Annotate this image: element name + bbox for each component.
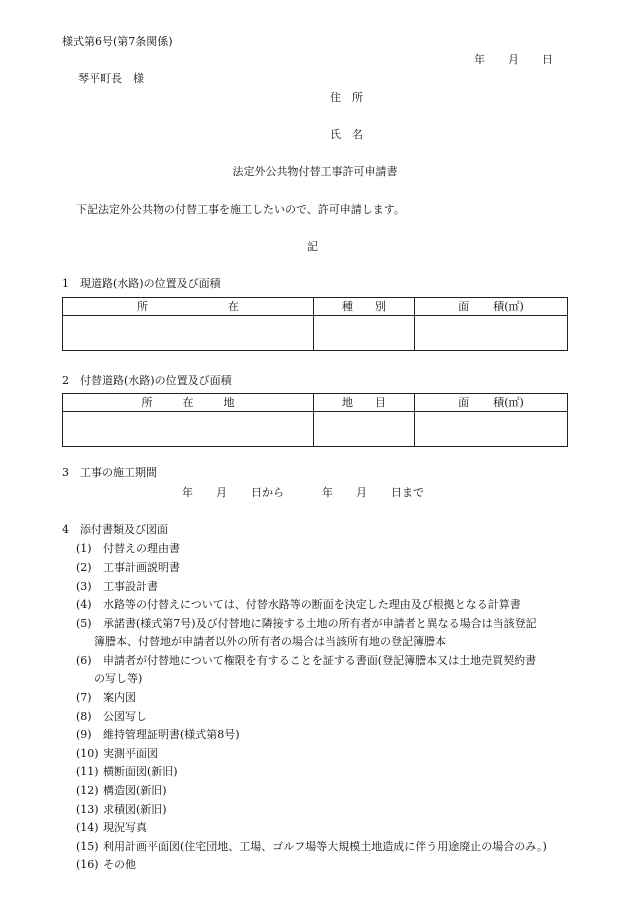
- section2-col-category: [314, 394, 415, 412]
- section2-col-area-char1: 面: [458, 396, 470, 409]
- form-number: 様式第6号(第7条関係): [62, 35, 173, 48]
- item-text: 横断面図(新旧): [103, 765, 178, 778]
- period-end-day: 日まで: [391, 486, 424, 499]
- period-start-month: 月: [216, 486, 227, 499]
- section1-table: [62, 297, 568, 351]
- item-number: (10): [76, 747, 99, 760]
- attachment-item: [76, 841, 547, 852]
- section1-col-area-char1: 面: [458, 300, 470, 313]
- item-number: (11): [76, 765, 99, 778]
- section2-cell-location[interactable]: [63, 412, 314, 447]
- section2-col-category-char2: 目: [375, 396, 386, 409]
- period-start-year: 年: [182, 486, 193, 499]
- item-number: (14): [76, 821, 99, 834]
- item-number: (5): [76, 617, 92, 630]
- item-text: その他: [103, 858, 136, 871]
- addressee: 琴平町長 様: [78, 72, 144, 85]
- item-text: 工事設計書: [103, 580, 158, 593]
- period-start-day: 日から: [251, 486, 284, 499]
- intro-text: 下記法定外公共物の付替工事を施工したいので、許可申請します。: [76, 203, 405, 216]
- item-text: 申請者が付替地について権限を有することを証する書面(登記簿謄本又は土地売買契約書: [103, 654, 537, 667]
- section1-cell-location[interactable]: [63, 316, 314, 351]
- section2-col-area-char2: 積(㎡): [493, 396, 524, 409]
- item-text: 求積図(新旧): [103, 803, 167, 816]
- section2-col-location: [63, 394, 314, 412]
- item-text: 案内図: [103, 691, 136, 704]
- section2-col-area: [415, 394, 568, 412]
- item-number: (6): [76, 654, 92, 667]
- section2-col-location-char1: 所: [141, 396, 153, 409]
- item-number: (9): [76, 728, 92, 741]
- item-text: 水路等の付替えについては、付替水路等の断面を決定した理由及び根拠となる計算書: [103, 598, 521, 611]
- item-text: 工事計画説明書: [103, 561, 180, 574]
- attachment-item: [76, 729, 240, 740]
- section2-col-location-char3: 地: [223, 396, 235, 409]
- attachment-item: [76, 766, 178, 777]
- item-number: (12): [76, 784, 99, 797]
- item-text: 構造図(新旧): [103, 784, 167, 797]
- document-title: 法定外公共物付替工事許可申請書: [232, 165, 398, 178]
- attachment-item: [76, 618, 537, 629]
- attachment-item: [76, 543, 180, 554]
- item-number: (13): [76, 803, 99, 816]
- section1-col-type: [314, 298, 415, 316]
- item-number: (16): [76, 858, 99, 871]
- section2-cell-category[interactable]: [314, 412, 415, 447]
- item-text: 実測平面図: [103, 747, 158, 760]
- applicant-name-label: 氏 名: [330, 128, 363, 141]
- section1-col-type-char2: 別: [375, 300, 386, 313]
- section1-col-location: [63, 298, 314, 316]
- attachment-item: [76, 748, 158, 759]
- attachment-item: [76, 692, 136, 703]
- attachment-item: [76, 859, 136, 870]
- item-text: 維持管理証明書(様式第8号): [103, 728, 240, 741]
- section2-table: [62, 393, 568, 447]
- section1-col-location-char2: 在: [228, 300, 239, 313]
- attachment-item: [76, 785, 167, 796]
- section3-heading: 3 工事の施工期間: [62, 466, 157, 479]
- attachment-item: [76, 562, 180, 573]
- item-number: (2): [76, 561, 92, 574]
- section1-heading: 1 現道路(水路)の位置及び面積: [62, 277, 221, 290]
- item-number: (8): [76, 710, 92, 723]
- item-text: 承諾書(様式第7号)及び付替地に隣接する土地の所有者が申請者と異なる場合は当該登記: [103, 617, 537, 630]
- attachment-item-continuation: 簿謄本、付替地が申請者以外の所有者の場合は当該所有地の登記簿謄本: [94, 635, 446, 648]
- item-number: (3): [76, 580, 92, 593]
- item-number: (4): [76, 598, 92, 611]
- section1-cell-type[interactable]: [314, 316, 415, 351]
- section4-heading: 4 添付書類及び図面: [62, 523, 168, 536]
- attachment-item: [76, 655, 536, 666]
- section1-cell-area[interactable]: [415, 316, 568, 351]
- date-year-label: 年: [474, 53, 485, 66]
- section2-col-category-char1: 地: [342, 396, 353, 409]
- date-day-label: 日: [542, 53, 553, 66]
- section1-col-area-char2: 積(㎡): [493, 300, 524, 313]
- attachment-item: [76, 711, 147, 722]
- period-end-month: 月: [356, 486, 367, 499]
- section1-col-type-char1: 種: [342, 300, 353, 313]
- item-text: 付替えの理由書: [103, 542, 180, 555]
- section1-col-location-char1: 所: [137, 300, 148, 313]
- item-number: (1): [76, 542, 92, 555]
- date-month-label: 月: [508, 53, 519, 66]
- section2-cell-area[interactable]: [415, 412, 568, 447]
- section1-col-area: [415, 298, 568, 316]
- applicant-address-label: 住 所: [330, 91, 363, 104]
- period-end-year: 年: [322, 486, 333, 499]
- attachment-item-continuation: の写し等): [94, 672, 143, 685]
- ki-mark: 記: [307, 240, 318, 253]
- item-number: (7): [76, 691, 92, 704]
- item-text: 公図写し: [103, 710, 147, 723]
- attachment-item: [76, 581, 158, 592]
- section2-col-location-char2: 在: [182, 396, 194, 409]
- item-text: 現況写真: [103, 821, 147, 834]
- attachment-item: [76, 599, 521, 610]
- attachment-item: [76, 822, 147, 833]
- attachment-item: [76, 804, 167, 815]
- item-number: (15): [76, 840, 99, 853]
- item-text: 利用計画平面図(住宅団地、工場、ゴルフ場等大規模土地造成に伴う用途廃止の場合のみ。): [103, 840, 547, 853]
- section2-heading: 2 付替道路(水路)の位置及び面積: [62, 374, 232, 387]
